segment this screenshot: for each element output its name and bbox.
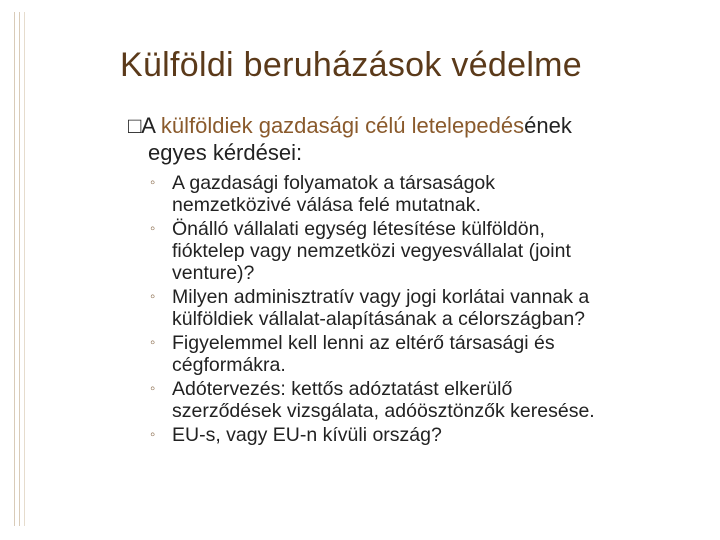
sub-bullet-item (150, 332, 710, 376)
main-bullet-tail-text: ének (524, 113, 572, 138)
main-bullet-second-line: egyes kérdései: (148, 140, 303, 165)
main-bullet (128, 112, 708, 166)
slide-title: Külföldi beruházások védelme (120, 46, 583, 84)
sub-bullet-item (150, 172, 710, 216)
decorative-frame-line-inner (24, 12, 25, 526)
decorative-frame-line (14, 12, 20, 526)
main-bullet-marker: □A (128, 113, 161, 138)
sub-bullet-item (150, 378, 710, 422)
sub-bullet-icon: ◦ (150, 174, 156, 191)
sub-bullet-line: Figyelemmel kell lenni az eltérő társasági és (172, 332, 555, 354)
sub-bullet-icon: ◦ (150, 426, 156, 443)
sub-bullet-item (150, 286, 710, 330)
sub-bullet-line: szerződések vizsgálata, adóösztönzők keresése. (172, 400, 595, 422)
main-bullet-accent-text: külföldiek gazdasági célú letelepedés (160, 113, 525, 138)
sub-bullet-item (150, 218, 710, 284)
sub-bullet-line: Milyen adminisztratív vagy jogi korlátai vannak a (172, 286, 590, 308)
sub-bullet-item (150, 424, 710, 446)
sub-bullet-line: fióktelep vagy nemzetközi vegyesvállalat (joint (172, 240, 571, 262)
sub-bullet-line: Önálló vállalati egység létesítése külföldön, (172, 218, 545, 240)
sub-bullet-line: venture)? (172, 262, 255, 284)
sub-bullet-line: külföldiek vállalat-alapításának a célországban? (172, 308, 586, 330)
sub-bullet-icon: ◦ (150, 380, 156, 397)
sub-bullet-icon: ◦ (150, 334, 156, 351)
sub-bullet-line: nemzetközivé válása felé mutatnak. (172, 194, 481, 216)
sub-bullet-line: Adótervezés: kettős adóztatást elkerülő (172, 378, 513, 400)
sub-bullet-icon: ◦ (150, 220, 156, 237)
sub-bullet-line: cégformákra. (172, 354, 286, 376)
sub-bullet-line: A gazdasági folyamatok a társaságok (172, 172, 496, 194)
sub-bullet-list (150, 172, 710, 448)
sub-bullet-line: EU-s, vagy EU-n kívüli ország? (172, 424, 442, 446)
sub-bullet-icon: ◦ (150, 288, 156, 305)
